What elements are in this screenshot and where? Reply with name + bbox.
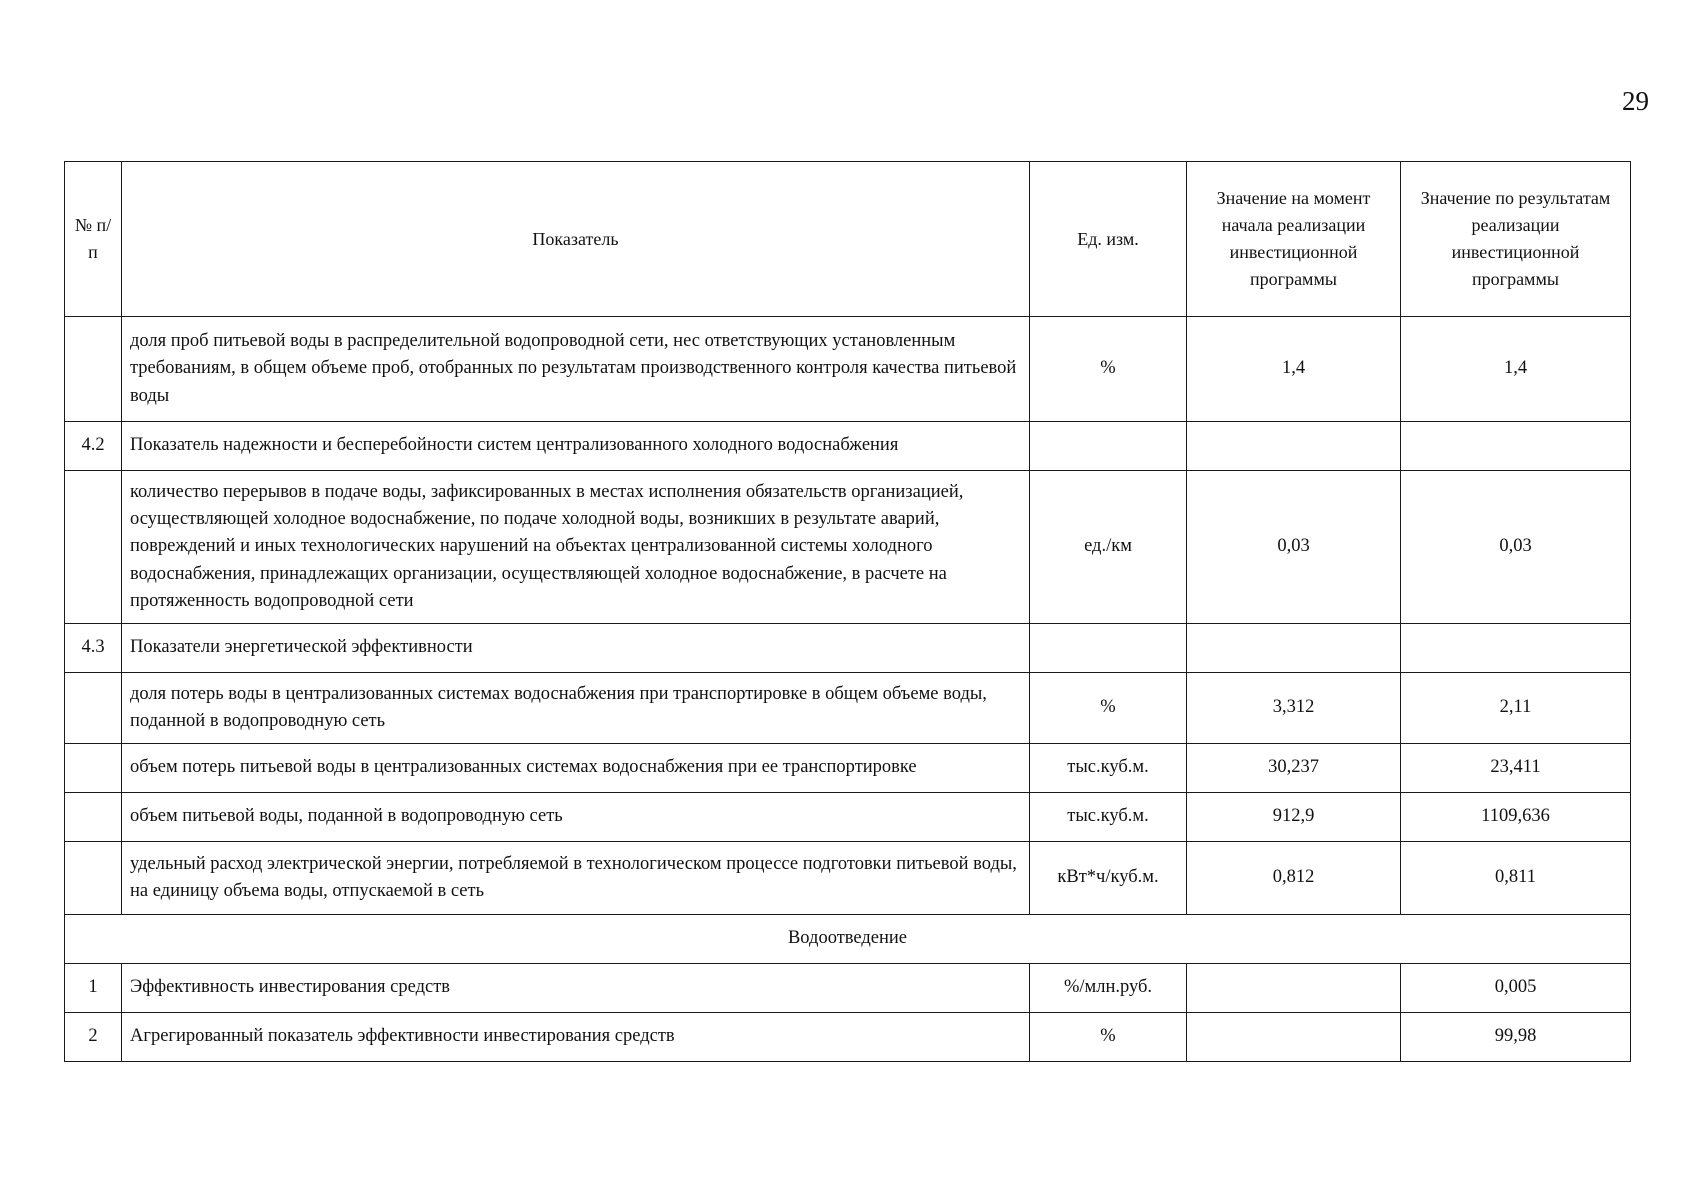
- header-start-value: Значение на момент начала реализации инвестиционной программы: [1187, 162, 1401, 317]
- row-indicator: Показатель надежности и бесперебойности систем централизованного холодного водоснабжения: [122, 422, 1030, 471]
- row-num: 4.3: [65, 624, 122, 673]
- row-start-value: 30,237: [1187, 744, 1401, 793]
- table-row: [65, 964, 1631, 1013]
- row-start-value: [1187, 1013, 1401, 1062]
- row-end-value: 1,4: [1401, 317, 1631, 422]
- row-indicator: объем потерь питьевой воды в централизованных системах водоснабжения при ее транспортировке: [122, 744, 1030, 793]
- row-indicator: доля проб питьевой воды в распределительной водопроводной сети, нес ответствующих установленным требованиям, в общем объеме проб, отобранных по результатам производственного контроля качества питьевой воды: [122, 317, 1030, 422]
- row-num: [65, 793, 122, 842]
- row-start-value: [1187, 422, 1401, 471]
- row-unit: [1030, 624, 1187, 673]
- row-indicator: Эффективность инвестирования средств: [122, 964, 1030, 1013]
- table-row: [65, 842, 1631, 915]
- row-indicator: Агрегированный показатель эффективности инвестирования средств: [122, 1013, 1030, 1062]
- indicators-table: [64, 161, 1631, 1062]
- row-unit: %: [1030, 673, 1187, 744]
- row-indicator: Показатели энергетической эффективности: [122, 624, 1030, 673]
- row-end-value: 0,03: [1401, 471, 1631, 624]
- row-indicator: количество перерывов в подаче воды, зафиксированных в местах исполнения обязательств организацией, осуществляющей холодное водоснабжение, по подаче холодной воды, возникших в результате аварий, повреждений и иных технологических нарушений на объектах централизованной системы холодного водоснабжения, принадлежащих организации, осуществляющей холодное водоснабжение, в расчете на протяженность водопроводной сети: [122, 471, 1030, 624]
- table-row: [65, 317, 1631, 422]
- header-unit: Ед. изм.: [1030, 162, 1187, 317]
- row-indicator: доля потерь воды в централизованных системах водоснабжения при транспортировке в общем объеме воды, поданной в водопроводную сеть: [122, 673, 1030, 744]
- row-end-value: 1109,636: [1401, 793, 1631, 842]
- header-num: № п/п: [65, 162, 122, 317]
- row-num: 2: [65, 1013, 122, 1062]
- row-num: [65, 673, 122, 744]
- row-unit: кВт*ч/куб.м.: [1030, 842, 1187, 915]
- row-start-value: 3,312: [1187, 673, 1401, 744]
- table-row: [65, 793, 1631, 842]
- row-unit: %: [1030, 1013, 1187, 1062]
- row-num: [65, 744, 122, 793]
- row-unit: %/млн.руб.: [1030, 964, 1187, 1013]
- table-row: [65, 471, 1631, 624]
- row-num: [65, 842, 122, 915]
- row-indicator: удельный расход электрической энергии, потребляемой в технологическом процессе подготовки питьевой воды, на единицу объема воды, отпускаемой в сеть: [122, 842, 1030, 915]
- row-num: 1: [65, 964, 122, 1013]
- row-start-value: [1187, 964, 1401, 1013]
- row-indicator: объем питьевой воды, поданной в водопроводную сеть: [122, 793, 1030, 842]
- row-end-value: 0,811: [1401, 842, 1631, 915]
- row-end-value: 2,11: [1401, 673, 1631, 744]
- table-row: [65, 1013, 1631, 1062]
- table-row: [65, 422, 1631, 471]
- section-row: [65, 915, 1631, 964]
- header-indicator: Показатель: [122, 162, 1030, 317]
- row-start-value: 0,812: [1187, 842, 1401, 915]
- table-row: [65, 673, 1631, 744]
- row-num: [65, 317, 122, 422]
- row-end-value: 0,005: [1401, 964, 1631, 1013]
- row-num: 4.2: [65, 422, 122, 471]
- table-row: [65, 744, 1631, 793]
- row-end-value: 23,411: [1401, 744, 1631, 793]
- row-unit: тыс.куб.м.: [1030, 793, 1187, 842]
- row-num: [65, 471, 122, 624]
- row-end-value: [1401, 422, 1631, 471]
- row-unit: тыс.куб.м.: [1030, 744, 1187, 793]
- row-start-value: 912,9: [1187, 793, 1401, 842]
- table-row: [65, 624, 1631, 673]
- page-number: 29: [1622, 86, 1649, 116]
- row-start-value: 1,4: [1187, 317, 1401, 422]
- row-end-value: [1401, 624, 1631, 673]
- row-end-value: 99,98: [1401, 1013, 1631, 1062]
- row-unit: %: [1030, 317, 1187, 422]
- row-unit: ед./км: [1030, 471, 1187, 624]
- row-unit: [1030, 422, 1187, 471]
- row-start-value: 0,03: [1187, 471, 1401, 624]
- section-title: Водоотведение: [65, 915, 1631, 964]
- table-header-row: [65, 162, 1631, 317]
- row-start-value: [1187, 624, 1401, 673]
- header-end-value: Значение по результатам реализации инвестиционной программы: [1401, 162, 1631, 317]
